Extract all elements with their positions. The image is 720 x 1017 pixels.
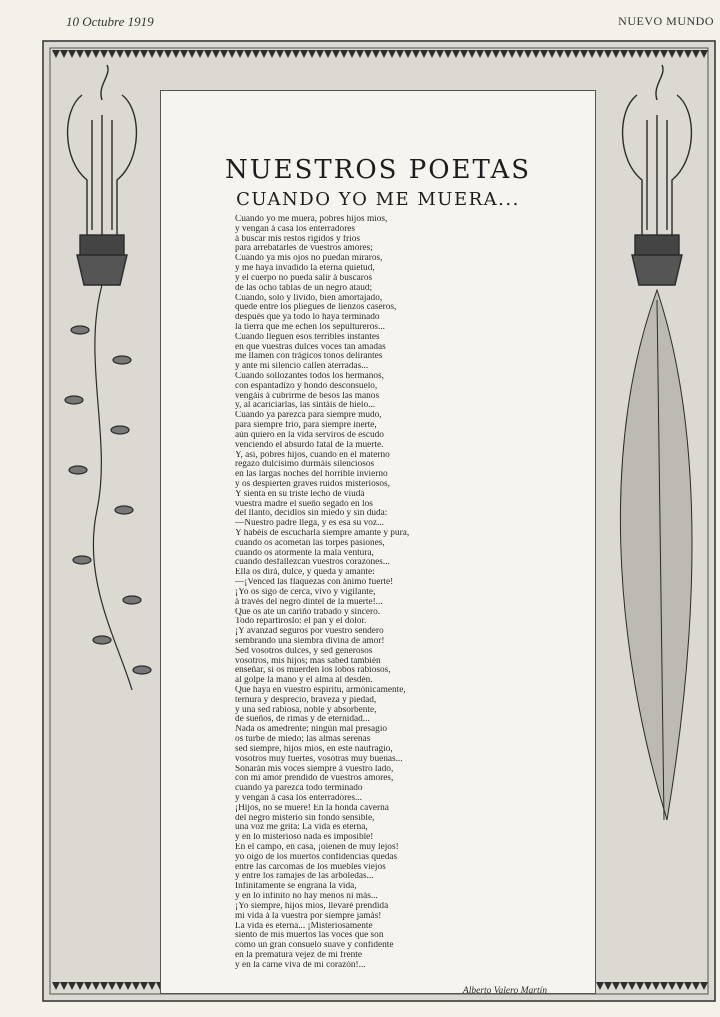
checker-triangle: [172, 50, 180, 58]
poem-line: la tierra que me echen los sepultureros...: [235, 322, 385, 332]
checker-triangle: [116, 982, 124, 990]
checker-triangle: [516, 50, 524, 58]
checker-triangle: [404, 50, 412, 58]
poem-line: ternura y desprecio, braveza y piedad,: [235, 695, 377, 705]
checker-triangle: [468, 50, 476, 58]
poem-line: á través del negro dintel de la muerte!...: [235, 597, 383, 607]
poem-line: Cuando ya mis ojos no puedan miraros,: [235, 254, 383, 264]
checker-triangle: [60, 50, 68, 58]
checker-triangle: [156, 50, 164, 58]
poem-line: y entre los ramajes de las arboledas...: [235, 872, 374, 882]
checker-triangle: [612, 50, 620, 58]
poem-line: ¡Hijos, no se muere! En la honda caverna: [235, 803, 389, 813]
poem-line: entre las carcomas de los muebles viejos: [235, 862, 386, 872]
checker-triangle: [444, 50, 452, 58]
checker-triangle: [700, 982, 708, 990]
checker-triangle: [212, 50, 220, 58]
checker-triangle: [340, 50, 348, 58]
poem-line: en las largas noches del horrible invierno: [235, 470, 388, 480]
poem-line: como un gran consuelo suave y confidente: [235, 941, 394, 951]
checker-triangle: [276, 50, 284, 58]
checker-triangle: [196, 50, 204, 58]
checker-triangle: [92, 50, 100, 58]
poem-line: Cuando, solo y lívido, bien amortajado,: [235, 293, 383, 303]
checker-triangle: [612, 982, 620, 990]
checker-triangle: [572, 50, 580, 58]
checker-triangle: [300, 50, 308, 58]
checker-triangle: [140, 982, 148, 990]
poem-line: y en lo infinito no hay menos ni más...: [235, 892, 378, 902]
checker-triangle: [628, 982, 636, 990]
poem-title: CUANDO YO ME MUERA...: [236, 189, 520, 210]
checker-triangle: [140, 50, 148, 58]
poem-line: Todo repartíroslo: el pan y el dolor.: [235, 617, 367, 627]
checker-triangle: [492, 50, 500, 58]
poem-line: mi vida á la vuestra por siempre jamás!: [235, 911, 382, 921]
checker-triangle: [52, 982, 60, 990]
poem-line: ¡Yo siempre, hijos míos, llevaré prendida: [235, 901, 389, 911]
checker-triangle: [92, 982, 100, 990]
poem-line: cuando desfallezcan vuestros corazones...: [235, 558, 390, 568]
poem-line: y ante mi silencio callen aterradas...: [235, 362, 369, 372]
checker-triangle: [260, 50, 268, 58]
poem-line: me llamen con trágicos tonos delirantes: [235, 352, 383, 362]
poem-line: Cuando sollozantes todos los hermanos,: [235, 372, 384, 381]
poem-line: sed siempre, hijos míos, en este naufragio,: [235, 744, 393, 754]
poem-line: de las ocho tablas de un negro ataud;: [235, 283, 373, 293]
checker-triangle: [100, 50, 108, 58]
checker-triangle: [188, 50, 196, 58]
poem-line: La vida es eterna... ¡Misteriosamente: [235, 921, 373, 931]
checker-triangle: [348, 50, 356, 58]
poem-line: Cuando ya parezca para siempre mudo,: [235, 411, 382, 421]
poem-line: del llanto, decidlos sin miedo y sin duda:: [235, 509, 388, 519]
poem-line: cuando ya parezca todo terminado: [235, 784, 363, 794]
checker-triangle: [316, 50, 324, 58]
checker-triangle: [652, 982, 660, 990]
poem-line: Sonarán mis voces siempre á vuestro lado,: [235, 764, 394, 774]
checker-triangle: [692, 982, 700, 990]
checker-triangle: [700, 50, 708, 58]
poem-line: —Nuestro padre llega, y es esa su voz...: [235, 519, 384, 529]
checker-triangle: [604, 982, 612, 990]
poem-line: Y habéis de escucharla siempre amante y pura,: [235, 529, 410, 538]
poem-line: vuestra madre el sueño segado en los: [235, 499, 373, 509]
checker-triangle: [332, 50, 340, 58]
poem-line: Cuando lleguen esos terribles instantes: [235, 332, 380, 342]
poem-line: con mi amor prendido de vuestros amores,: [235, 774, 394, 784]
checker-triangle: [220, 50, 228, 58]
poem-line: regazo dulcísimo durmáis silenciosos: [235, 460, 375, 470]
checker-triangle: [108, 982, 116, 990]
lyre-left-ornament: [68, 65, 137, 285]
poem-line: Ella os dirá, dulce, y queda y amante:: [235, 568, 375, 578]
checker-triangle: [52, 50, 60, 58]
poem-line: y, al acariciarlas, las sintáis de hielo...: [235, 401, 376, 411]
poem-line: una voz me grita: La vida es eterna,: [235, 823, 368, 833]
poem-line: cuando os acometan las torpes pasiones,: [235, 538, 385, 548]
leaf-right-ornament: [620, 290, 692, 820]
checker-triangle: [460, 50, 468, 58]
vine-left-ornament: [65, 285, 151, 690]
poem-line: yo oigo de los muertos confidencias quedas: [235, 852, 398, 862]
poem-panel: [160, 90, 596, 994]
checker-triangle: [132, 982, 140, 990]
checker-triangle: [476, 50, 484, 58]
poem-line: y me haya invadido la eterna quietud,: [235, 264, 375, 274]
poem-line: sembrando una siembra divina de amor!: [235, 636, 385, 646]
page-header: [0, 14, 720, 34]
checker-triangle: [452, 50, 460, 58]
poem-line: venciendo el absurdo fatal de la muerte.: [235, 440, 384, 450]
poem-line: y en la carne viva de mi corazón!...: [235, 960, 366, 970]
checker-triangle: [124, 50, 132, 58]
checker-triangle: [644, 982, 652, 990]
checker-triangle: [508, 50, 516, 58]
checker-triangle: [252, 50, 260, 58]
checker-triangle: [380, 50, 388, 58]
checker-triangle: [132, 50, 140, 58]
checker-triangle: [580, 50, 588, 58]
poem-line: quede entre los pliegues de lienzos caseros,: [235, 303, 397, 313]
ornamental-frame: [42, 40, 716, 1002]
checker-triangle: [356, 50, 364, 58]
checker-triangle: [436, 50, 444, 58]
poem-line: vosotros, mis hijos; mas sabed también: [235, 656, 381, 666]
checker-triangle: [628, 50, 636, 58]
poem-line: Nada os amedrente; ningún mal presagio: [235, 725, 388, 735]
checker-triangle: [388, 50, 396, 58]
poem-line: os turbe de miedo; las almas serenas: [235, 735, 371, 745]
checker-triangle: [604, 50, 612, 58]
checker-triangle: [540, 50, 548, 58]
checker-triangle: [284, 50, 292, 58]
checker-triangle: [588, 50, 596, 58]
checker-triangle: [364, 50, 372, 58]
poem-line: con espantadizo y hondo desconsuelo,: [235, 381, 378, 391]
poem-line: después que ya todo lo haya terminado: [235, 313, 380, 323]
checker-triangle: [100, 982, 108, 990]
checker-triangle: [676, 50, 684, 58]
checker-triangle: [68, 982, 76, 990]
poem-line: al golpe la mano y el alma al desdén.: [235, 676, 373, 686]
poem-line: y el cuerpo no pueda salir á buscaros: [235, 273, 373, 283]
poem-line: cuando os atormente la mala ventura,: [235, 548, 374, 558]
checker-triangle: [556, 50, 564, 58]
poem-line: Que os ate un cariño trabado y sincero.: [235, 607, 381, 617]
checker-triangle: [68, 50, 76, 58]
checker-triangle: [692, 50, 700, 58]
poem-line: en la prematura vejez de mi frente: [235, 950, 362, 960]
poem-line: Y, así, pobres hijos, cuando en el materno: [235, 450, 390, 460]
checker-triangle: [148, 50, 156, 58]
poem-line: y vengan á casa los enterradores: [235, 224, 356, 234]
checker-triangle: [164, 50, 172, 58]
checker-triangle: [244, 50, 252, 58]
checker-triangle: [308, 50, 316, 58]
poem-line: y una sed rabiosa, noble y absorbente,: [235, 705, 377, 715]
poem-line: y os despierten graves ruidos misteriosos,: [235, 479, 390, 489]
poem-line: enseñar, si os muerden los lobos rabiosos,: [235, 666, 391, 676]
checker-triangle: [548, 50, 556, 58]
checker-triangle: [660, 982, 668, 990]
checker-triangle: [76, 982, 84, 990]
checker-triangle: [524, 50, 532, 58]
poem-line: —¡Venced las flaquezas con ánimo fuerte!: [235, 578, 394, 588]
checker-triangle: [428, 50, 436, 58]
checker-triangle: [108, 50, 116, 58]
page-title: NUESTROS POETAS: [224, 155, 532, 185]
checker-triangle: [396, 50, 404, 58]
checker-triangle: [420, 50, 428, 58]
lyre-right-ornament: [623, 65, 692, 285]
issue-date: 10 Octubre 1919: [66, 14, 154, 29]
poem-body: [235, 215, 547, 971]
checker-triangle: [124, 982, 132, 990]
checker-triangle: [228, 50, 236, 58]
poem-line: siento de mis muertos las voces que son: [235, 931, 384, 941]
poem-author: Alberto Valero Martín: [462, 986, 547, 996]
checker-triangle: [180, 50, 188, 58]
publication-name: NUEVO MUNDO: [618, 14, 714, 28]
poem-line: En el campo, en casa, ¡oíenen de muy lejos!: [235, 843, 399, 852]
poem-line: y vengan á casa los enterradores...: [235, 793, 363, 803]
checker-triangle: [412, 50, 420, 58]
checker-triangle: [268, 50, 276, 58]
poem-line: ¡Y avanzad seguros por vuestro sendero: [235, 627, 384, 637]
poem-line: para siempre frío, para siempre inerte,: [235, 421, 377, 431]
checker-triangle: [500, 50, 508, 58]
checker-triangle: [684, 982, 692, 990]
checker-triangle: [60, 982, 68, 990]
checker-triangle: [532, 50, 540, 58]
checker-triangle: [372, 50, 380, 58]
poem-line: vengáis á cubrirme de besos las manos: [235, 391, 380, 401]
checker-triangle: [620, 50, 628, 58]
checker-triangle: [620, 982, 628, 990]
checker-triangle: [292, 50, 300, 58]
poem-line: Y sienta en su triste lecho de viuda: [235, 489, 365, 499]
checker-triangle: [668, 982, 676, 990]
checker-triangle: [668, 50, 676, 58]
checker-triangle: [676, 982, 684, 990]
checker-triangle: [596, 982, 604, 990]
checker-triangle: [596, 50, 604, 58]
checker-triangle: [652, 50, 660, 58]
checker-triangle: [636, 50, 644, 58]
checker-triangle: [484, 50, 492, 58]
checker-triangle: [564, 50, 572, 58]
checker-triangle: [84, 50, 92, 58]
checker-triangle: [644, 50, 652, 58]
checker-triangle: [84, 982, 92, 990]
poem-line: vosotros muy fuertes, vosotras muy buenas...: [235, 754, 403, 764]
checker-triangle: [148, 982, 156, 990]
poem-line: Sed vosotros dulces, y sed generosos: [235, 646, 373, 656]
poem-line: Que haya en vuestro espíritu, armónicamente,: [235, 686, 406, 695]
checker-triangle: [660, 50, 668, 58]
checker-triangle: [636, 982, 644, 990]
checker-triangle: [76, 50, 84, 58]
poem-line: de sueños, de rimas y de eternidad...: [235, 715, 370, 725]
poem-line: Cuando yo me muera, pobres hijos míos,: [235, 215, 388, 224]
checker-triangle: [324, 50, 332, 58]
poem-line: para arrebatarles de vuestros amores;: [235, 244, 373, 254]
poem-line: aún quiero en la vida serviros de escudo: [235, 430, 384, 440]
checker-triangle: [204, 50, 212, 58]
poem-line: del negro misterio sin fondo sensible,: [235, 813, 375, 823]
checker-triangle: [116, 50, 124, 58]
checker-triangle: [684, 50, 692, 58]
poem-line: en que vuestras dulces voces tan amadas: [235, 342, 386, 352]
poem-line: á buscar mis restos rígidos y fríos: [235, 234, 360, 244]
poem-line: y en lo misterioso nada es imposible!: [235, 833, 374, 843]
poem-line: Infinitamente se engrana la vida,: [235, 882, 357, 892]
poem-line: ¡Yo os sigo de cerca, vivo y vigilante,: [235, 587, 376, 597]
checker-triangle: [236, 50, 244, 58]
